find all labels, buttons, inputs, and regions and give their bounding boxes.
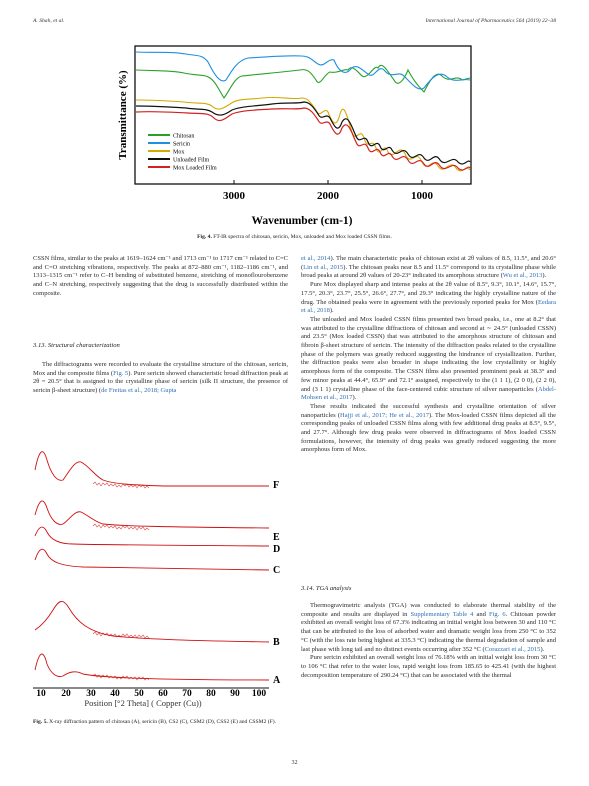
svg-text:60: 60 xyxy=(158,689,168,699)
svg-text:70: 70 xyxy=(182,689,192,699)
legend-label-2: Mox xyxy=(173,149,185,156)
xrd-letter-B: B xyxy=(273,637,280,648)
xrd-trace-F xyxy=(35,452,269,486)
xrd-x-label: Position [°2 Theta] ( Copper (Cu)) xyxy=(84,698,202,708)
xrd-trace-B xyxy=(35,601,269,642)
ftir-x-label: Wavenumber (cm-1) xyxy=(251,215,353,227)
ftir-tick-1000: 1000 xyxy=(411,190,433,202)
xrd-letter-F: F xyxy=(273,480,280,491)
xrd-letter-C: C xyxy=(273,565,281,576)
svg-text:30: 30 xyxy=(86,689,96,699)
svg-text:40: 40 xyxy=(110,689,120,699)
running-header-journal: International Journal of Pharmaceutics 564 (2019) 22–38 xyxy=(425,18,556,24)
xrd-trace-C xyxy=(35,549,269,570)
xrd-letter-A: A xyxy=(273,675,281,686)
col2-text-tga: Thermogravimetric analysis (TGA) was conducted to elaborate thermal stability of the composite and results are displayed in Supplementary Table 4 and Fig. 6. Chitosan powder exhibited an overall weight loss of 67.3% indicating an initial weight loss between 30 and 110 °C that can be attributed to the loss of adsorbed water and dramatic weight loss from 250 °C to 352 °C (with the loss rate being highest at 335.3 °C) indicating the thermal degradation of sample and last phase with long tail and no distinct events occurring after 352 °C (Corazzari et al., 2015). Pure sericin exhibited an overall weight loss of 76.18% with an initial weight loss from 30 °C to 106 °C that refer to the water loss, rapid weight loss from 185.65 to 425.41 (with the highest decomposition temperature of 290.24 °C) that can be associated with the thermal xyxy=(301,602,556,679)
xrd-trace-E xyxy=(35,501,269,528)
ftir-legend xyxy=(148,134,217,172)
ftir-tick-3000: 3000 xyxy=(223,190,245,202)
col2-text-top: et al., 2014). The main characteristic peaks of chitosan exist at 2θ values of 8.5, 11.5°, and 20.6° (Lin et al., 2015). The chitosan peaks near 8.5 and 11.5° correspond to its crystalline phase while broad peaks at around 2θ values of 20-23° indicated its amorphous structure (Wu et al., 2013). Pure Mox displayed sharp and intense peaks at the 2θ value of 8.5°, 9.3°, 10.1°, 14.6°, 15.7°, 17.5°, 20.3°, 23.7°, 25.5°, 26.6°, 27.7°, and 29.3° indicating the highly crystalline nature of the drug. The obtained peaks were in agreement with the previously reported peaks for Mox (Eedara et al., 2018). The unloaded and Mox loaded CSSN films presented two broad peaks, i.e., one at 8.2° that was attributed to the crystalline diffractions of chitosan and second at ∼ 24.5° (unloaded CSSN) and 23.5° (Mox loaded CSSN) that was attributed to the amorphous structure of chitosan and fibroin β-sheet structure of sericin. The intensity of the diffraction peaks related to the crystalline phase of the polymers was greatly reduced suggesting the hindrance of crystallization. Further, the diffraction peaks were also broader in shape indicating the low crystallinity or highly amorphous form of the composite. The CSSN films also presented prominent peak at 38.3° and few minor peaks at 44.4°, 65.9° and 72.1° assigned, respectively to the (1 1 1), (2 0 0), (2 2 0), and (3 1 1) crystalline phase of the face-centered cubic structure of silver nanoparticles (Abdel-Mohsen et al., 2017). These results indicated the successful synthesis and crystalline orientation of silver nanoparticles (Hajji et al., 2017; He et al., 2017). The Mox-loaded CSSN films depicted all the corresponding peaks of unloaded CSSN films along with few additional drug peaks at 8.5°, 9.5°, and 27.7°. Although few drug peaks were observed in diffractograms of Mox loaded CSSN formulations, however, the intensity of drug peaks was greatly reduced suggesting the more amorphous form of Mox. xyxy=(301,255,556,454)
xrd-trace-D xyxy=(35,527,269,546)
svg-text:80: 80 xyxy=(206,689,216,699)
ftir-tick-2000: 2000 xyxy=(317,190,339,202)
fig5-caption: Fig. 5. X-ray diffraction pattern of chitosan (A), sericin (B), CS2 (C), CSM2 (D), CSS2 (E) and CSSM2 (F). xyxy=(33,719,277,725)
xrd-letter-E: E xyxy=(273,532,280,543)
section-3-13-heading: 3.13. Structural characterization xyxy=(33,342,120,349)
svg-text:10: 10 xyxy=(36,689,46,699)
xrd-letter-D: D xyxy=(273,544,281,555)
svg-text:100: 100 xyxy=(251,689,267,699)
legend-label-4: Mox Loaded Film xyxy=(173,165,217,172)
legend-label-3: Unloaded Film xyxy=(173,157,210,164)
xrd-figure xyxy=(33,440,291,708)
ftir-y-label: Transmittance (%) xyxy=(117,70,129,160)
fig4-caption: Fig. 4. FT-IR spectra of chitosan, sericin, Mox, unloaded and Mox loaded CSSN films. xyxy=(197,234,392,240)
page-number: 32 xyxy=(291,760,298,766)
legend-label-0: Chitosan xyxy=(173,133,195,140)
svg-text:50: 50 xyxy=(134,689,144,699)
running-header-authors: A. Shah, et al. xyxy=(33,18,65,24)
section-3-14-heading: 3.14. TGA analysis xyxy=(301,585,352,592)
xrd-trace-A xyxy=(35,654,269,680)
ftir-figure xyxy=(112,40,482,240)
spectrum-sericin xyxy=(136,52,470,89)
svg-text:90: 90 xyxy=(230,689,240,699)
spectrum-chitosan xyxy=(136,65,470,98)
legend-label-1: Sericin xyxy=(173,141,190,148)
svg-text:20: 20 xyxy=(61,689,71,699)
col1-para1: CSSN films, similar to the peaks at 1619–1624 cm⁻¹ and 1713 cm⁻¹ to 1717 cm⁻¹ related to C=C and C=O stretching vibrations, respectively. The peaks at 872–880 cm⁻¹, 1182–1186 cm⁻¹, and 1313–1315 cm⁻¹ refer to C–H bending of substituted benzene, stretching of monoflourobenzene and C–N stretching, respectively suggesting that the drug is successfully distributed within the composite. xyxy=(33,255,288,297)
col1-para2: The diffractograms were recorded to evaluate the crystalline structure of the chitosan, sericin, Mox and the composite films (Fig. 5). Pure sericin showed characteristic broad diffraction peak at 2θ = 20.5° that is assigned to the crystalline phase of sericin (silk II structure, the presence of sericin β-sheet structure) (de Freitas et al., 2018; Gupta xyxy=(33,361,289,395)
